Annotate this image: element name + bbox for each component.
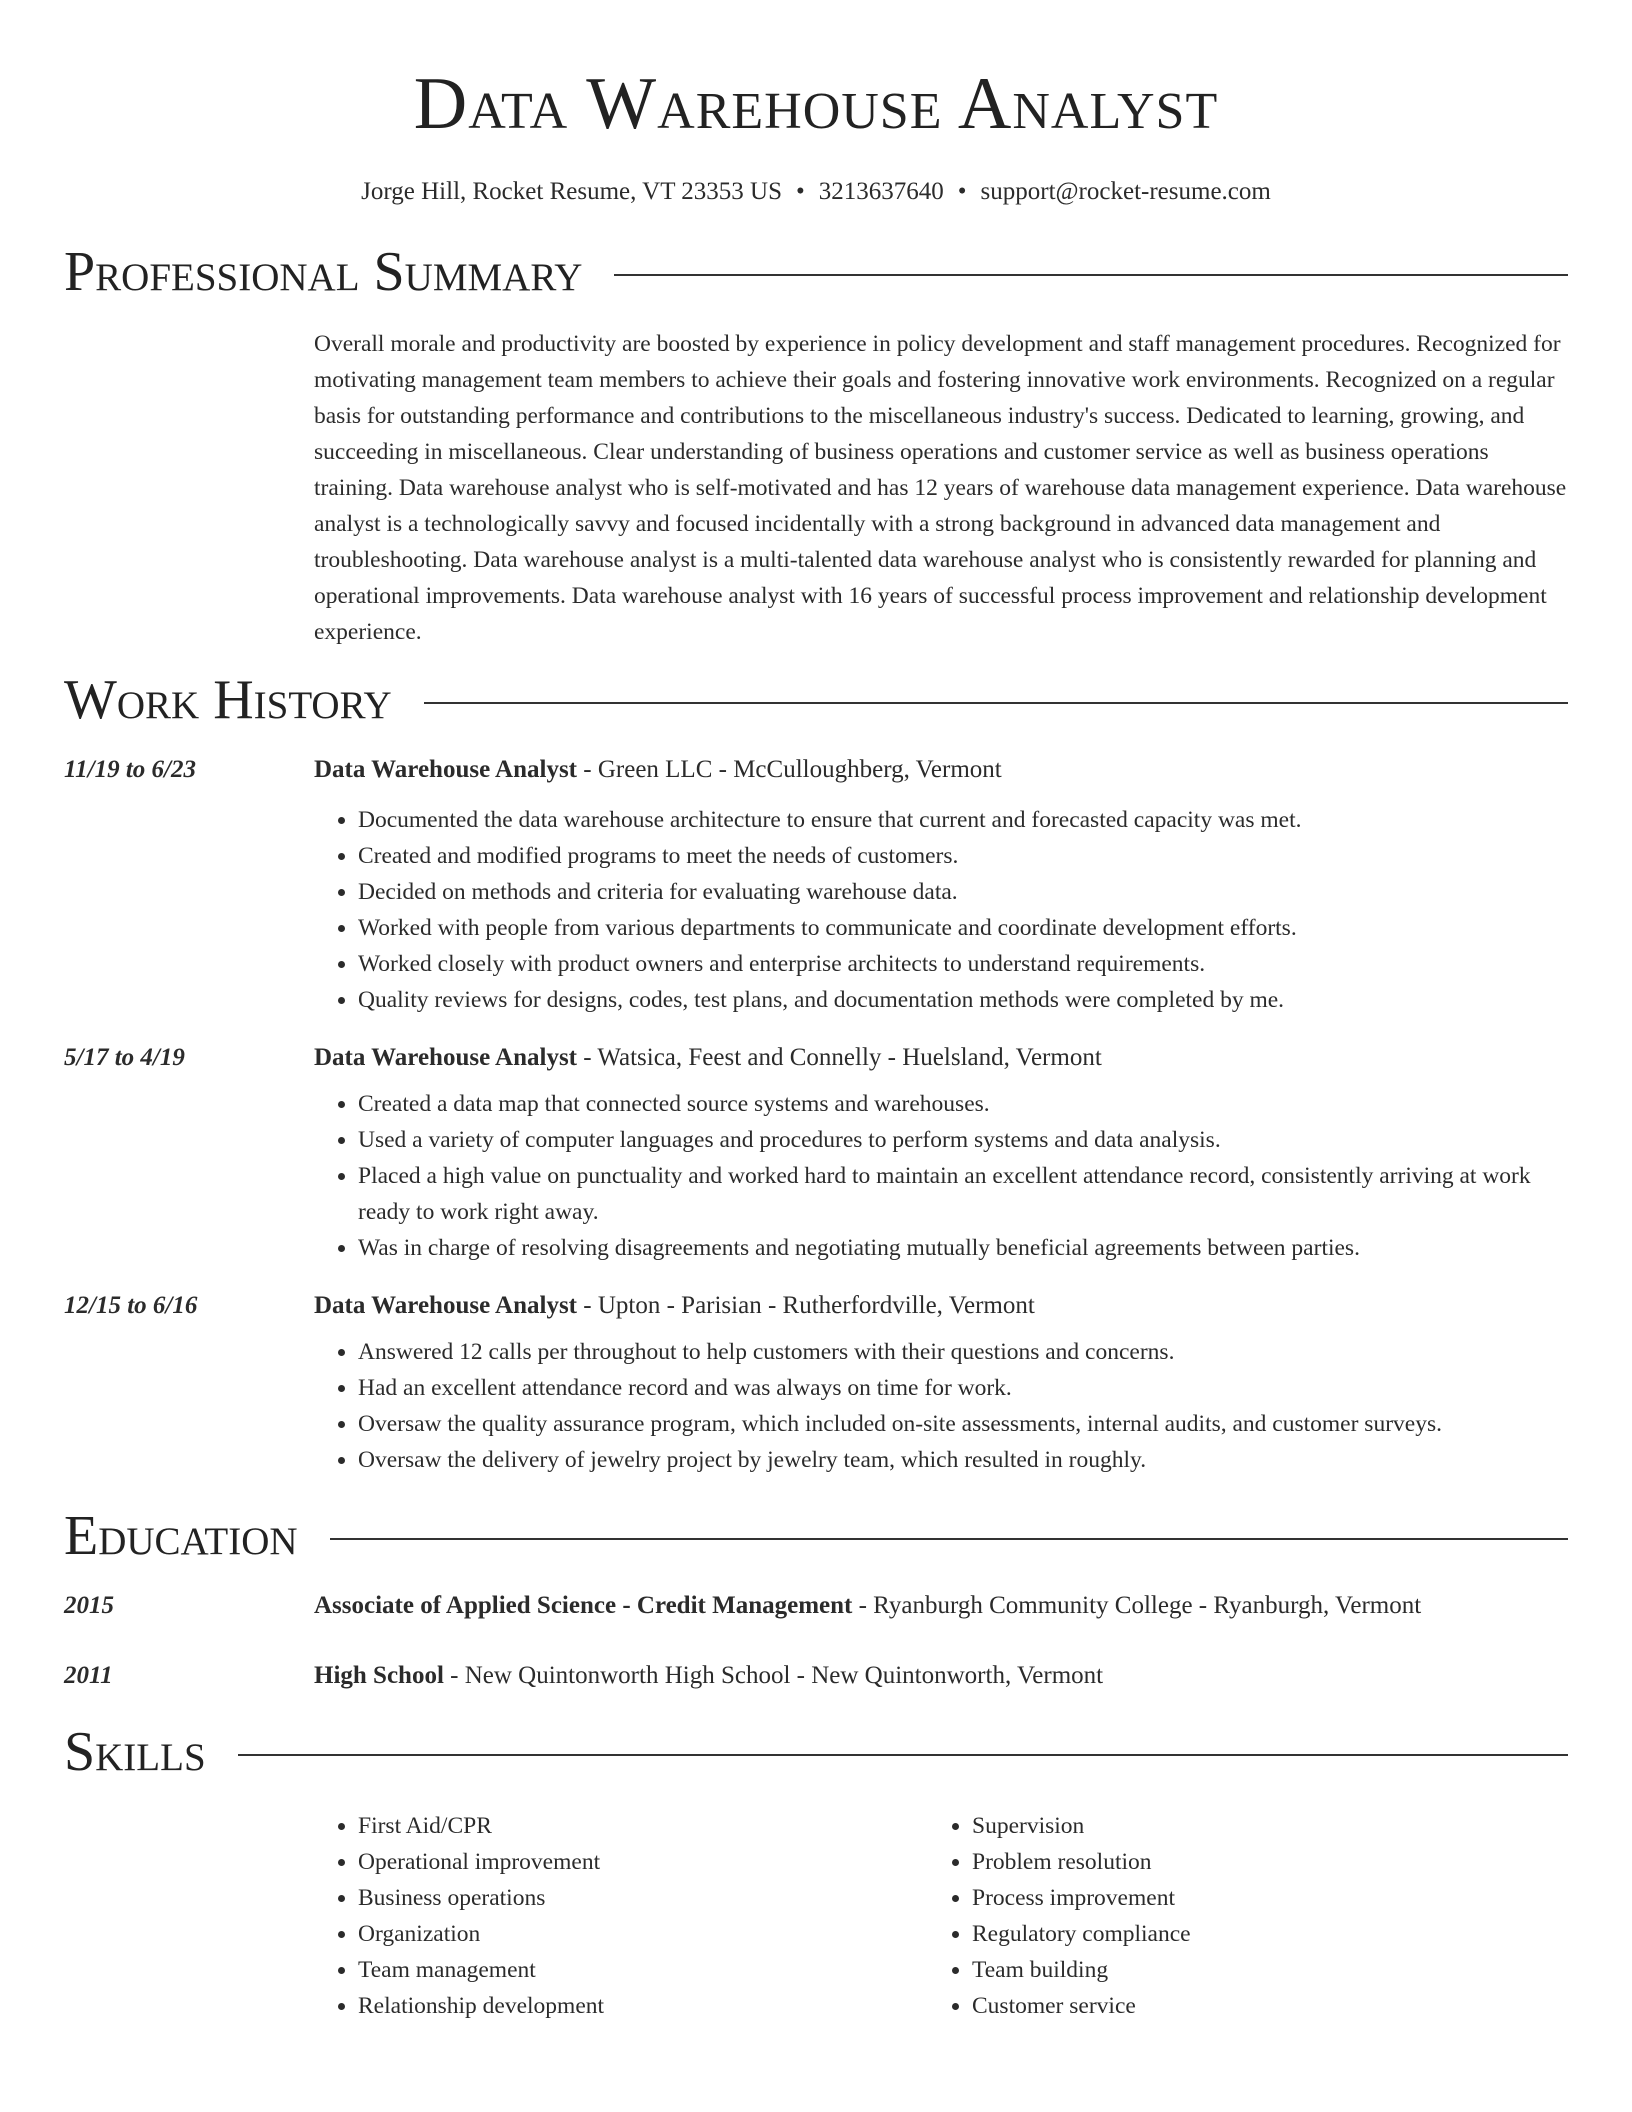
separator-dot: • (957, 178, 967, 205)
job-title: Data Warehouse Analyst (314, 1044, 578, 1071)
education-degree: High School (314, 1662, 444, 1689)
job-entry (64, 1040, 1568, 1266)
list-item: • Problem resolution (972, 1844, 1542, 1880)
section-divider (424, 702, 1568, 704)
job-dates: 5/17 to 4/19 (64, 1044, 185, 1071)
separator-dot: • (796, 178, 805, 205)
skills-column-left (314, 1808, 928, 2024)
list-item: • Created and modified programs to meet the needs of customers. (358, 838, 1568, 874)
job-employer: - Green LLC - McCulloughberg, Vermont (577, 756, 1002, 783)
section-professional-summary (64, 240, 1568, 304)
list-item: • Oversaw the quality assurance program, which included on-site assessments, internal audits, and customer surveys. (358, 1406, 1568, 1442)
list-item: • Placed a high value on punctuality and worked hard to maintain an excellent attendance record, consistently arriving at work ready to work right away. (358, 1158, 1568, 1230)
education-entry (64, 1658, 1568, 1694)
list-item: • Quality reviews for designs, codes, test plans, and documentation methods were completed by me. (358, 982, 1568, 1018)
list-item: • Customer service (972, 1988, 1542, 2024)
section-work-history (64, 668, 1568, 732)
list-item: • First Aid/CPR (358, 1808, 928, 1844)
job-title-line (314, 752, 1568, 788)
job-dates: 11/19 to 6/23 (64, 756, 196, 783)
job-title-line (314, 1288, 1568, 1324)
section-heading: Skills (64, 1721, 206, 1783)
job-employer: - Watsica, Feest and Connelly - Huelsland, Vermont (577, 1044, 1102, 1071)
list-item: • Regulatory compliance (972, 1916, 1542, 1952)
section-divider (614, 274, 1568, 276)
skills-list (314, 1808, 1568, 2024)
list-item: • Had an excellent attendance record and was always on time for work. (358, 1370, 1568, 1406)
job-title: Data Warehouse Analyst (314, 756, 578, 783)
list-item: • Answered 12 calls per throughout to help customers with their questions and concerns. (358, 1334, 1568, 1370)
contact-phone: 3213637640 (818, 178, 944, 205)
education-degree: Associate of Applied Science - Credit Management (314, 1592, 853, 1619)
job-bullets (314, 802, 1568, 1018)
list-item: • Documented the data warehouse architecture to ensure that current and forecasted capacity was met. (358, 802, 1568, 838)
section-heading: Education (64, 1505, 298, 1567)
education-year: 2015 (64, 1592, 114, 1619)
education-entry (64, 1588, 1568, 1624)
contact-line (64, 178, 1568, 206)
list-item: • Business operations (358, 1880, 928, 1916)
education-school: - New Quintonworth High School - New Quintonworth, Vermont (443, 1662, 1104, 1689)
summary-text: Overall morale and productivity are boosted by experience in policy development and staff management procedures. Recognized for motivating management team members to achieve their goals and fostering innovative work environments. Recognized on a regular basis for outstanding performance and contributions to the miscellaneous industry's success. Dedicated to learning, growing, and succeeding in miscellaneous. Clear understanding of business operations and customer service as well as business operations training. Data warehouse analyst who is self-motivated and has 12 years of warehouse data management experience. Data warehouse analyst is a technologically savvy and focused incidentally with a strong background in advanced data management and troubleshooting. Data warehouse analyst is a multi-talented data warehouse analyst who is consistently rewarded for planning and operational improvements. Data warehouse analyst with 16 years of successful process improvement and relationship development experience. (314, 331, 1567, 645)
job-dates: 12/15 to 6/16 (64, 1292, 198, 1319)
list-item: • Organization (358, 1916, 928, 1952)
job-bullets (314, 1086, 1568, 1266)
section-divider (238, 1754, 1568, 1756)
section-education (64, 1504, 1568, 1568)
job-title: Data Warehouse Analyst (314, 1292, 578, 1319)
list-item: • Was in charge of resolving disagreements and negotiating mutually beneficial agreements between parties. (358, 1230, 1568, 1266)
education-school: - Ryanburgh Community College - Ryanburgh, Vermont (852, 1592, 1422, 1619)
skills-column-right (928, 1808, 1542, 2024)
list-item: • Process improvement (972, 1880, 1542, 1916)
list-item: • Oversaw the delivery of jewelry project by jewelry team, which resulted in roughly. (358, 1442, 1568, 1478)
list-item: • Worked closely with product owners and enterprise architects to understand requirements. (358, 946, 1568, 982)
contact-address: Jorge Hill, Rocket Resume, VT 23353 US (361, 178, 782, 205)
list-item: • Created a data map that connected source systems and warehouses. (358, 1086, 1568, 1122)
section-divider (330, 1538, 1568, 1540)
job-bullets (314, 1334, 1568, 1478)
education-year: 2011 (64, 1662, 113, 1689)
job-entry (64, 752, 1568, 1018)
job-employer: - Upton - Parisian - Rutherfordville, Vermont (577, 1292, 1035, 1319)
list-item: • Decided on methods and criteria for evaluating warehouse data. (358, 874, 1568, 910)
list-item: • Used a variety of computer languages and procedures to perform systems and data analysis. (358, 1122, 1568, 1158)
list-item: • Supervision (972, 1808, 1542, 1844)
list-item: • Operational improvement (358, 1844, 928, 1880)
section-heading: Professional Summary (64, 241, 583, 303)
list-item: • Relationship development (358, 1988, 928, 2024)
list-item: • Team management (358, 1952, 928, 1988)
job-entry (64, 1288, 1568, 1478)
section-heading: Work History (64, 669, 392, 731)
job-title-line (314, 1040, 1568, 1076)
section-skills (64, 1720, 1568, 1784)
list-item: • Worked with people from various departments to communicate and coordinate development efforts. (358, 910, 1568, 946)
resume-title: Data Warehouse Analyst (413, 63, 1219, 145)
contact-email: support@rocket-resume.com (980, 178, 1271, 205)
list-item: • Team building (972, 1952, 1542, 1988)
